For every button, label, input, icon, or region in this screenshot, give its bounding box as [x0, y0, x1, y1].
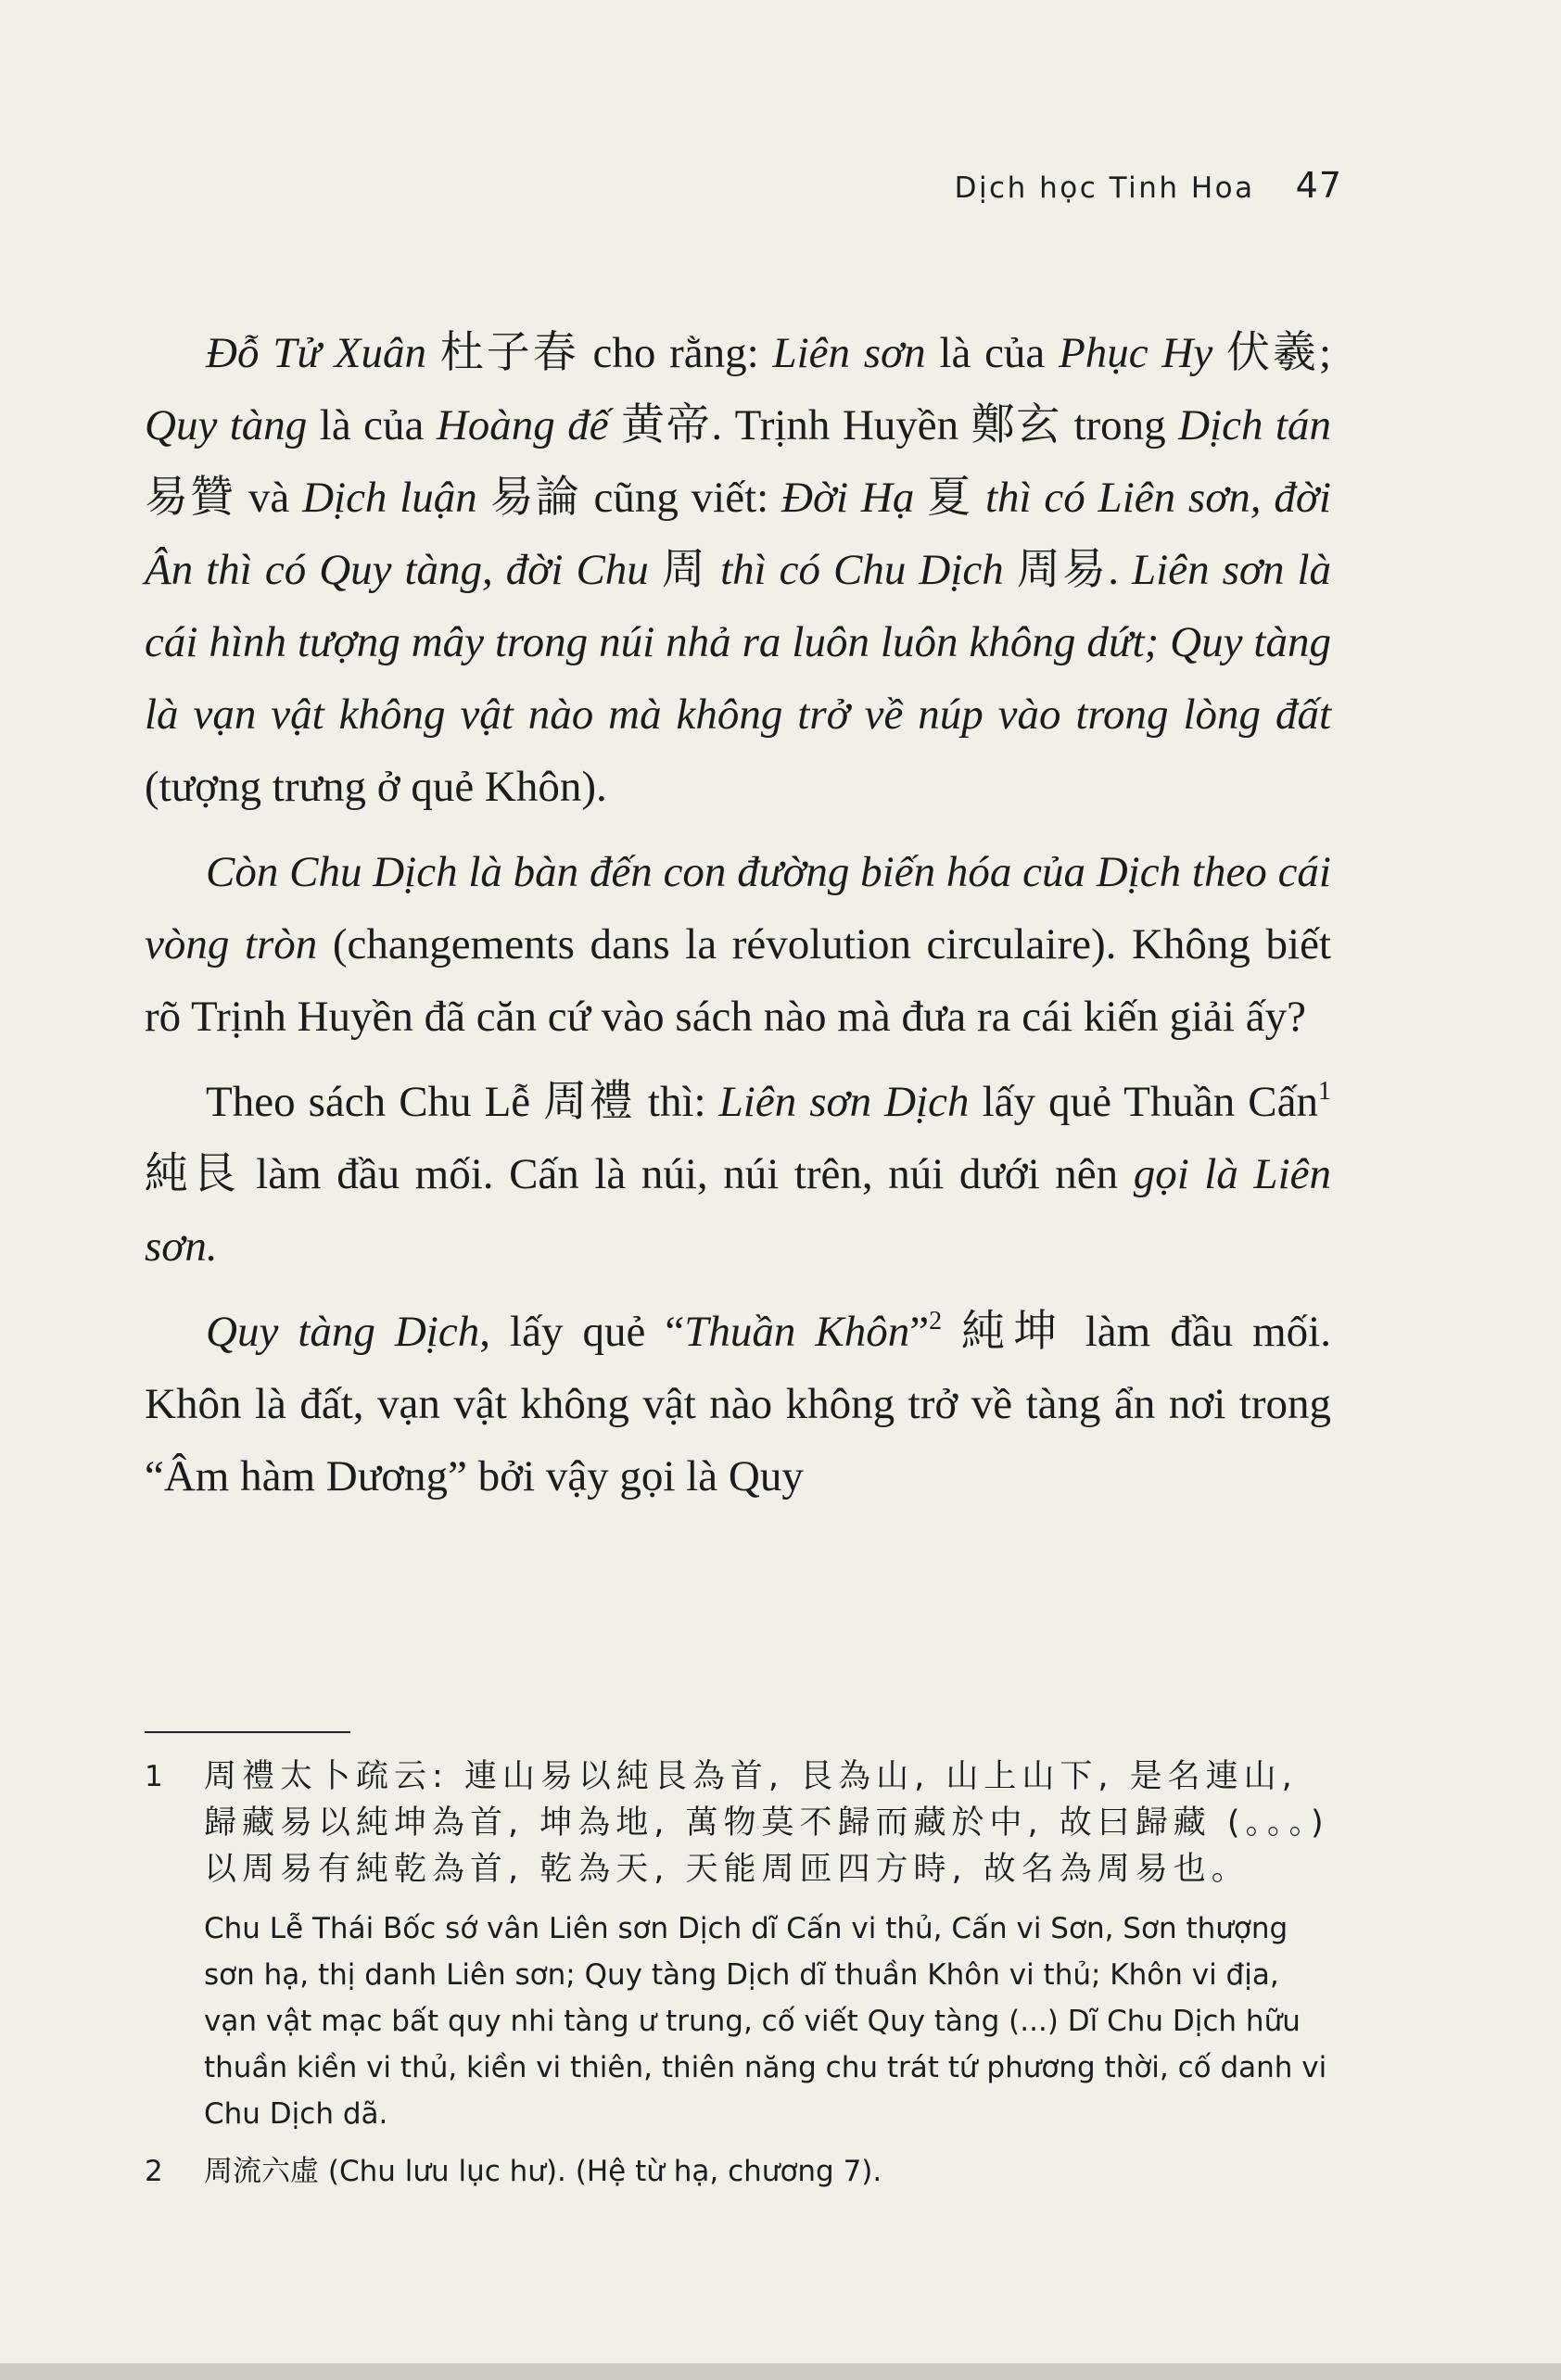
- text-span: , lấy quẻ “: [479, 1308, 685, 1356]
- text-span: 周: [648, 546, 721, 594]
- text-span: 杜子春 cho rằng:: [425, 329, 773, 377]
- footnotes: [145, 1753, 1331, 2195]
- footnote-chinese-text: 周禮太卜疏云: 連山易以純艮為首, 艮為山, 山上山下, 是名連山, 歸藏易以純坤為首, 坤為地, 萬物莫不歸而藏於中, 故曰歸藏 (。。。) 以周易有純乾為首, 乾為天, 天能周匝四方時, 故名為周易也。: [204, 1758, 1329, 1888]
- running-header: [955, 165, 1342, 206]
- text-span: (tượng trưng ở quẻ Khôn).: [145, 763, 607, 811]
- text-span: Quy tàng Dịch: [206, 1308, 480, 1356]
- text-span: là của: [307, 401, 437, 449]
- main-text: [145, 317, 1331, 1513]
- footnote-number: 2: [145, 2155, 163, 2188]
- text-span: Liên sơn Dịch: [718, 1078, 970, 1126]
- text-span: Đời Hạ: [781, 474, 915, 522]
- footnote-number: 1: [145, 1760, 163, 1793]
- footnote-body: 周流六虛 (Chu lưu lục hư). (Hệ từ hạ, chương 7).: [204, 2155, 882, 2188]
- page-number: 47: [1295, 165, 1342, 206]
- text-span: gọi là Liên sơn.: [145, 1150, 1331, 1271]
- text-span: 易贊 và: [145, 474, 303, 522]
- text-span: Liên sơn là cái hình tượng mây trong núi nhả ra luôn luôn không dứt; Quy tàng là vạn vật không vật nào mà không trở về núp vào trong lòng đất: [145, 546, 1332, 739]
- text-span: Thuần Khôn: [684, 1308, 910, 1356]
- text-span: Phục Hy: [1059, 329, 1213, 377]
- page-edge-shadow: [0, 2363, 1561, 2380]
- text-span: thì có Chu Dịch: [720, 546, 1004, 594]
- text-span: lấy quẻ Thuần Cấn: [969, 1078, 1319, 1126]
- text-span: Còn Chu Dịch là bàn đến con đường biến hóa của Dịch theo cái vòng tròn: [145, 848, 1331, 968]
- text-span: 純艮 làm đầu mối. Cấn là núi, núi trên, núi dưới nên: [145, 1150, 1134, 1198]
- text-span: Liên sơn: [772, 329, 926, 377]
- text-span: là của: [925, 329, 1060, 377]
- footnote-1: [145, 1753, 1331, 2137]
- footnote-2: [145, 2148, 1331, 2195]
- text-span: 周易.: [1003, 546, 1133, 594]
- paragraph-2: [145, 836, 1331, 1053]
- footnote-body: [204, 1753, 1331, 2137]
- running-title: Dịch học Tinh Hoa: [954, 171, 1255, 205]
- paragraph-3: [145, 1066, 1331, 1283]
- text-span: Dịch tán: [1178, 401, 1331, 449]
- text-span: thì có Liên sơn, đời Ân thì có Quy tàng, đời Chu: [145, 474, 1331, 594]
- text-span: Quy tàng: [145, 401, 308, 449]
- text-span: 易論 cũng viết:: [476, 474, 781, 522]
- footnote-ref-1[interactable]: 1: [1318, 1077, 1332, 1106]
- text-span: 夏: [914, 474, 985, 522]
- text-span: 純坤 làm đầu mối. Khôn là đất, vạn vật không vật nào không trở về tàng ẩn nơi trong “Âm hàm Dương” bởi vậy gọi là Quy: [145, 1308, 1331, 1500]
- paragraph-1: [145, 317, 1331, 823]
- footnote-transliteration: Chu Lễ Thái Bốc sớ vân Liên sơn Dịch dĩ Cấn vi thủ, Cấn vi Sơn, Sơn thượng sơn hạ, thị danh Liên sơn; Quy tàng Dịch dĩ thuần Khôn vi thủ; Khôn vi địa, vạn vật mạc bất quy nhi tàng ư trung, cố viết Quy tàng (...) Dĩ Chu Dịch hữu thuần kiền vi thủ, kiền vi thiên, thiên năng chu trát tứ phương thời, cố danh vi Chu Dịch dã.: [204, 1912, 1327, 2131]
- footnote-ref-2[interactable]: 2: [929, 1307, 943, 1336]
- text-span: 黄帝. Trịnh Huyền 鄭玄 trong: [608, 401, 1179, 449]
- text-span: Dịch luận: [302, 474, 477, 522]
- paragraph-4: [145, 1296, 1331, 1513]
- text-span: 伏羲;: [1212, 329, 1332, 377]
- text-span: Hoàng đế: [436, 401, 609, 449]
- text-span: ”: [909, 1308, 930, 1356]
- footnote-divider: [145, 1731, 350, 1733]
- text-span: Đỗ Tử Xuân: [206, 329, 426, 377]
- text-span: Theo sách Chu Lễ 周禮 thì:: [206, 1078, 719, 1126]
- text-span: (changements dans la révolution circulaire). Không biết rõ Trịnh Huyền đã căn cứ vào sách nào mà đưa ra cái kiến giải ấy?: [145, 920, 1331, 1041]
